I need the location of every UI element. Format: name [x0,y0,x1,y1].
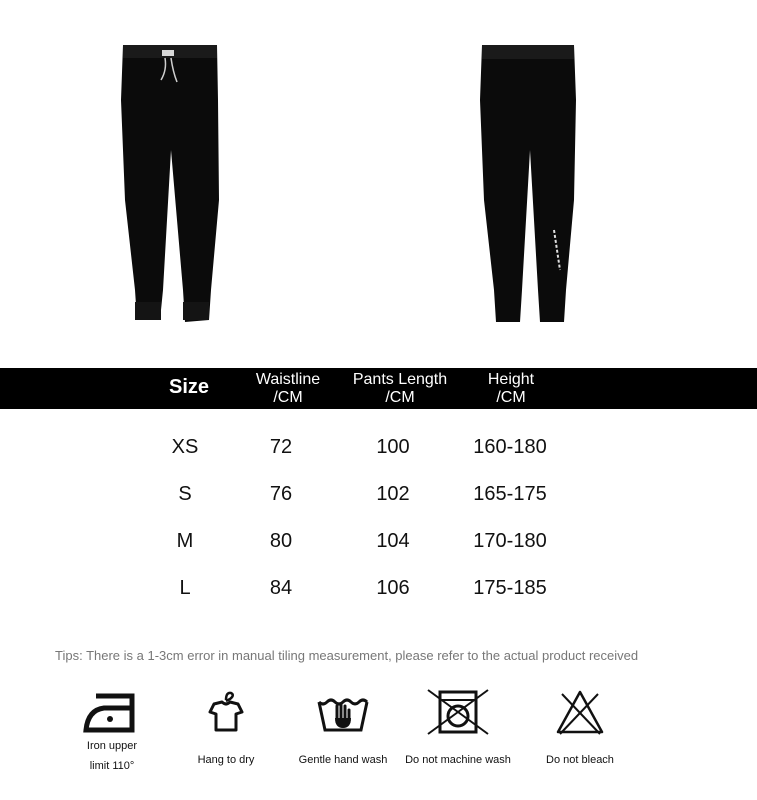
header-height-unit: /CM [496,389,526,406]
care-label-line1: Iron upper [86,740,138,752]
header-height-label: Height [487,371,535,388]
cell-waist: 76 [269,483,293,505]
care-label: Do not bleach [546,754,614,766]
header-pants-length [340,371,460,407]
header-waistline-unit: /CM [273,389,303,406]
care-label: Hang to dry [197,754,255,766]
hand-wash-icon [313,688,373,736]
no-machine-wash-icon [426,688,490,736]
header-pants-length-unit: /CM [385,389,415,406]
header-pants-length-label: Pants Length [352,371,448,388]
care-item-hang-dry [188,688,264,770]
header-height [468,371,554,407]
header-waistline-label: Waistline [255,371,321,388]
pants-front-image [105,40,235,325]
cell-height: 160-180 [473,436,547,458]
cell-height: 170-180 [473,530,547,552]
cell-length: 104 [376,530,410,552]
cell-size: M [176,530,194,552]
care-item-iron [70,688,154,776]
cell-size: XS [171,436,199,458]
cell-size: S [178,483,192,505]
no-bleach-icon [554,688,606,736]
cell-length: 100 [376,436,410,458]
iron-icon [82,688,142,736]
care-item-no-bleach [536,688,624,770]
care-item-hand-wash [292,688,394,770]
care-item-no-machine-wash [398,688,518,770]
care-label: Do not machine wash [405,754,511,766]
cell-height: 165-175 [473,483,547,505]
header-waistline [238,371,338,407]
care-label: Gentle hand wash [298,754,388,766]
cell-size: L [179,577,191,599]
cell-length: 106 [376,577,410,599]
cell-height: 175-185 [473,577,547,599]
pants-back-image [470,40,590,325]
cell-waist: 72 [269,436,293,458]
cell-length: 102 [376,483,410,505]
size-table-header [0,368,757,409]
hang-dry-icon [202,688,250,736]
cell-waist: 80 [269,530,293,552]
tips-text: Tips: There is a 1-3cm error in manual tiling measurement, please refer to the actual product received [55,648,639,663]
cell-waist: 84 [269,577,293,599]
care-label-line2: limit 110° [89,760,135,772]
header-size: Size [168,376,210,398]
